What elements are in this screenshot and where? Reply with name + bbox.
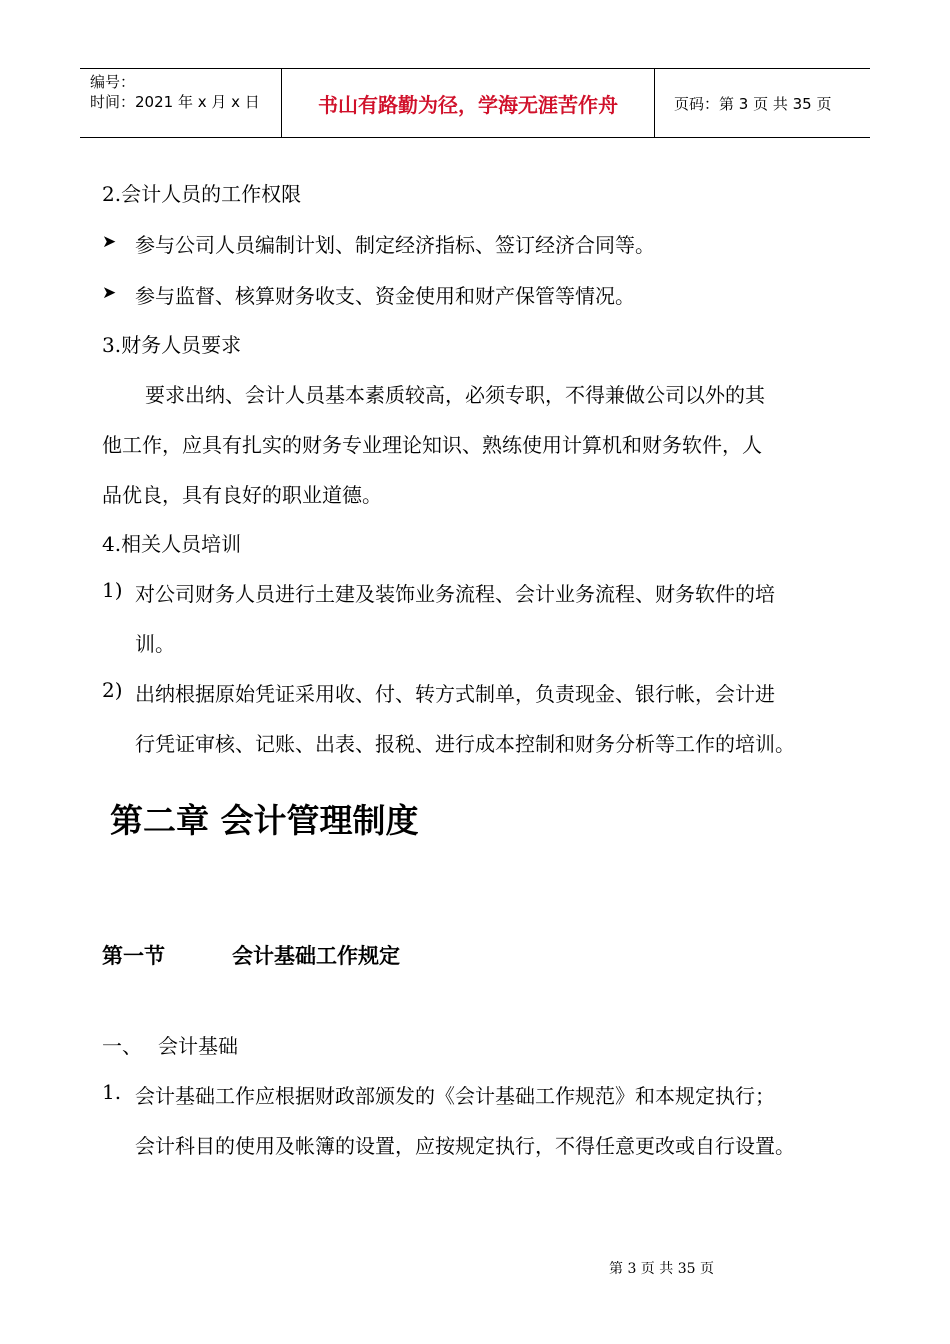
header-meta [80,69,280,137]
subsection-title: 会计基础 [158,1034,238,1058]
header-time-label: 时间：2021 年 x 月 x 日 [90,93,260,111]
item-1-line-1: 会计基础工作应根据财政部颁发的《会计基础工作规范》和本规定执行； [135,1084,775,1108]
subsection-number: 一、 [102,1034,142,1058]
section-4-item-2-num: 2) [102,678,123,702]
item-1-num: 1. [102,1080,122,1104]
section-title: 会计基础工作规定 [232,944,400,968]
section-3-title: 3.财务人员要求 [102,333,242,357]
header-number-label: 编号： [90,73,136,91]
chapter-title: 第二章 会计管理制度 [110,801,419,840]
section-4-title: 4.相关人员培训 [102,532,242,556]
section-3-para-line-3: 品优良，具有良好的职业道德。 [102,483,382,507]
section-2-bullet-1: 参与公司人员编制计划、制定经济指标、签订经济合同等。 [135,233,655,257]
arrow-bullet-icon: ➤ [102,283,117,303]
header-motto: 书山有路勤为径，学海无涯苦作舟 [281,69,655,137]
section-2-title: 2.会计人员的工作权限 [102,182,302,206]
section-3-para-line-2: 他工作，应具有扎实的财务专业理论知识、熟练使用计算机和财务软件，人 [102,433,762,457]
section-2-bullet-2: 参与监督、核算财务收支、资金使用和财产保管等情况。 [135,284,635,308]
header-page-text: 页码：第 3 页 共 35 页 [674,94,832,113]
header-page-label [664,69,870,137]
section-4-item-1-num: 1) [102,578,123,602]
section-4-item-1-line-1: 对公司财务人员进行土建及装饰业务流程、会计业务流程、财务软件的培 [135,582,775,606]
page-footer: 第 3 页 共 35 页 [609,1261,714,1277]
section-4-item-2-line-1: 出纳根据原始凭证采用收、付、转方式制单，负责现金、银行帐，会计进 [135,682,775,706]
section-4-item-1-line-2: 训。 [135,632,175,656]
section-3-para-line-1: 要求出纳、会计人员基本素质较高，必须专职，不得兼做公司以外的其 [145,383,765,407]
section-4-item-2-line-2: 行凭证审核、记账、出表、报税、进行成本控制和财务分析等工作的培训。 [135,732,795,756]
item-1-line-2: 会计科目的使用及帐簿的设置，应按规定执行，不得任意更改或自行设置。 [135,1134,795,1158]
section-number: 第一节 [102,944,165,968]
arrow-bullet-icon: ➤ [102,232,117,252]
page-header [80,68,870,138]
